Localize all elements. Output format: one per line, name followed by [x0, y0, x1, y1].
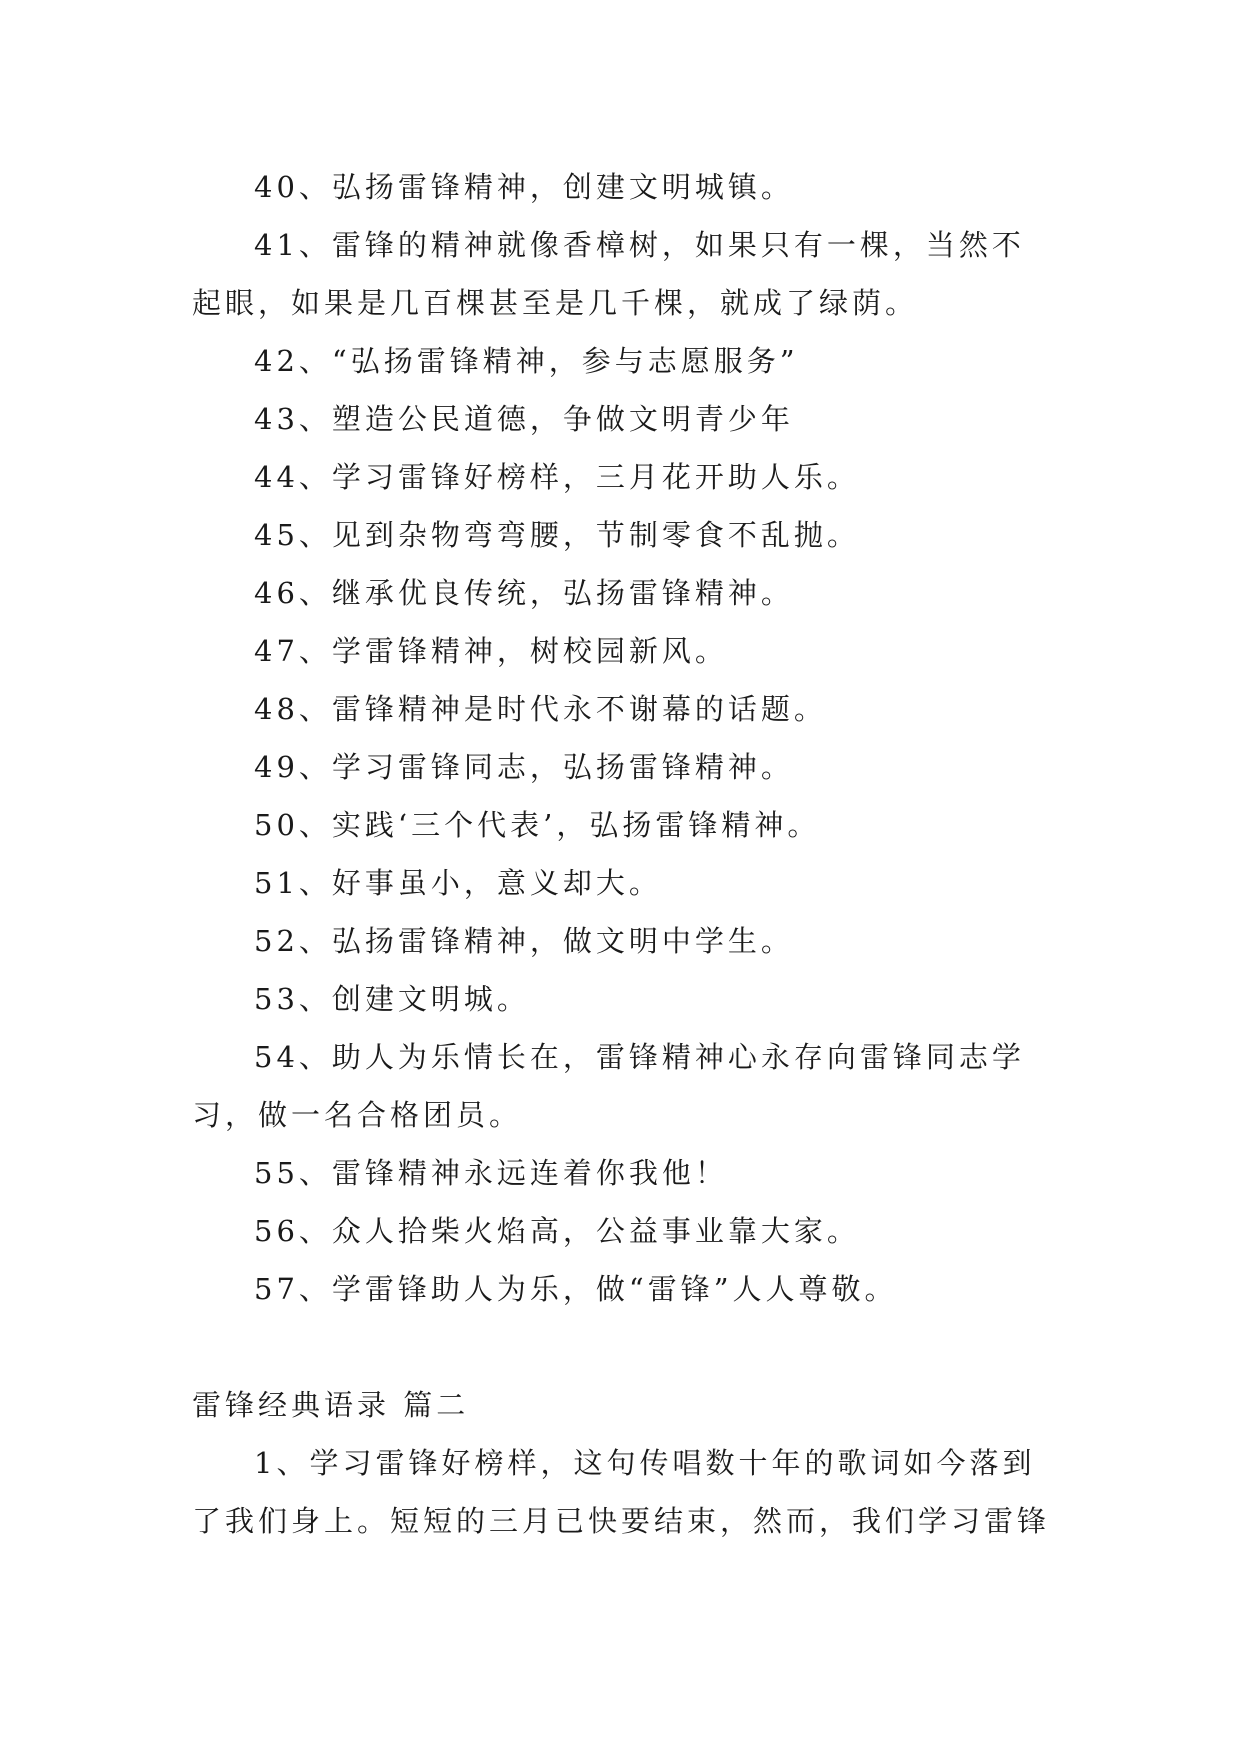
document-body [192, 158, 1052, 1550]
list-item: 47、学雷锋精神，树校园新风。 [254, 634, 728, 668]
list-item: 50、实践‘三个代表’，弘扬雷锋精神。 [254, 808, 821, 842]
list-item: 51、好事虽小，意义却大。 [254, 866, 662, 900]
list-item: 48、雷锋精神是时代永不谢幕的话题。 [254, 692, 827, 726]
list-item: 54、助人为乐情长在，雷锋精神心永存向雷锋同志学习，做一名合格团员。 [192, 1040, 1025, 1132]
list-item: 49、学习雷锋同志，弘扬雷锋精神。 [254, 750, 794, 784]
list-item: 43、塑造公民道德，争做文明青少年 [254, 402, 794, 436]
list-item: 52、弘扬雷锋精神，做文明中学生。 [254, 924, 794, 958]
section-paragraph: 1、学习雷锋好榜样，这句传唱数十年的歌词如今落到了我们身上。短短的三月已快要结束，然而，我们学习雷锋 [192, 1446, 1051, 1538]
list-item: 45、见到杂物弯弯腰，节制零食不乱抛。 [254, 518, 860, 552]
section-heading: 雷锋经典语录 篇二 [192, 1388, 470, 1422]
list-item: 42、“弘扬雷锋精神，参与志愿服务” [254, 344, 799, 378]
list-item: 56、众人拾柴火焰高，公益事业靠大家。 [254, 1214, 860, 1248]
list-item: 40、弘扬雷锋精神，创建文明城镇。 [254, 170, 794, 204]
list-item: 41、雷锋的精神就像香樟树，如果只有一棵，当然不起眼，如果是几百棵甚至是几千棵，就成了绿荫。 [192, 228, 1025, 320]
list-item: 44、学习雷锋好榜样，三月花开助人乐。 [254, 460, 860, 494]
list-item: 55、雷锋精神永远连着你我他！ [254, 1156, 728, 1190]
list-item: 57、学雷锋助人为乐，做“雷锋”人人尊敬。 [254, 1272, 898, 1306]
list-item: 46、继承优良传统，弘扬雷锋精神。 [254, 576, 794, 610]
list-item: 53、创建文明城。 [254, 982, 530, 1016]
